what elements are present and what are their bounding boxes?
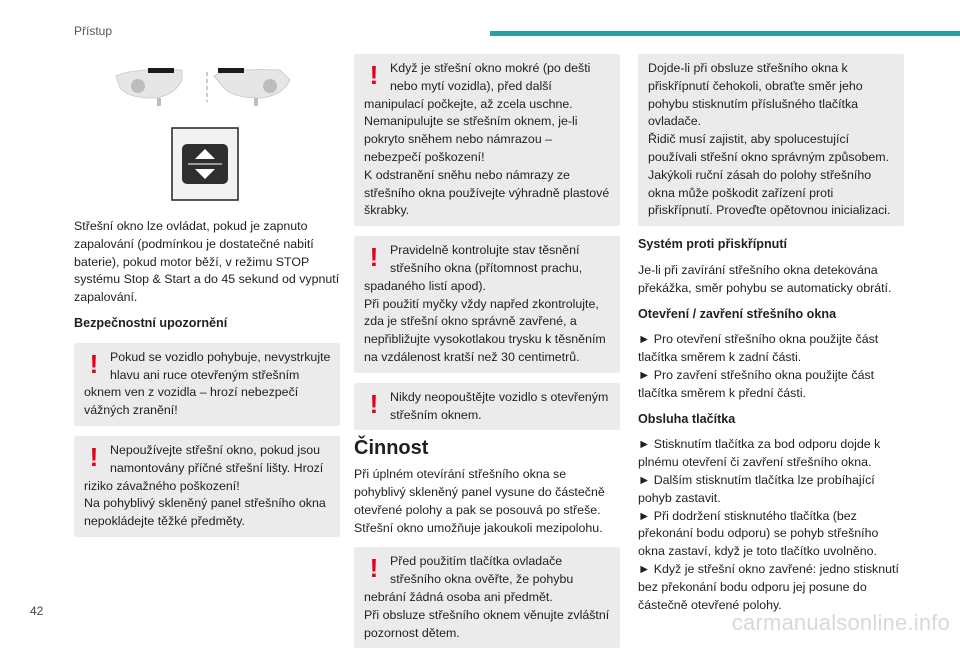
warning-text-1: Pokud se vozidlo pohybuje, nevystrkujte hlavu ani ruce otevřeným střešním oknem ven z vozidla – hrozí nebezpečí vážných zranění! [84,349,331,418]
warning-box-3 [354,54,620,226]
warning-box-5 [354,383,620,431]
operation-heading: Činnost [354,437,429,460]
button-heading: Obsluha tlačítka [638,411,736,426]
button-instruction-3: ► Při dodržení stisknutého tlačítka (bez překonání bodu odporu) se pohyb střešního okna zastaví, když je toto tlačítko uvolněno. [638,508,879,559]
warning-icon: ! [89,348,99,379]
warning-icon: ! [89,441,99,472]
sunroof-control-illustration [74,58,340,208]
warning-box-1 [74,343,340,426]
antipinch-heading: Systém proti přiskřípnutí [638,237,788,252]
watermark: carmanualsonline.info [731,610,950,635]
warning-box-4 [354,236,620,373]
warning-text-2: Nepoužívejte střešní okno, pokud jsou namontovány příčné střešní lišty. Hrozí riziko závažného poškození! Na pohyblivý skleněný panel střešního okna nepokládejte těžké předměty. [84,442,326,529]
warning-icon: ! [369,388,379,419]
openclose-heading: Otevření / zavření střešního okna [638,306,837,321]
button-instruction-1: ► Stisknutím tlačítka za bod odporu dojde k plnému otevření či zavření střešního okna. [638,437,881,470]
column-2 [354,54,620,658]
page-number: 42 [30,604,44,618]
info-text: Dojde-li při obsluze střešního okna k přiskřípnutí čehokoli, obraťte směr jeho pohybu stisknutím příslušného tlačítka ovladače. Řidič musí zajistit, aby spolucestující používali střešní okno správným způsobem. Jakýkoli ruční zásah do polohy střešního okna může poškodit zařízení proti přiskřípnutí. Proveďte opětovnou inicializaci. [648,61,891,218]
warning-icon: ! [369,60,379,90]
warning-text-5: Nikdy neopouštějte vozidlo s otevřeným střešním oknem. [390,389,609,422]
warning-text-4: Pravidelně kontrolujte stav těsnění střešního okna (přítomnost prachu, spadaného listí apod). Při použití myčky vždy napřed zkontrolujte, zda je střešní okno správně zavřené, a nepřibližujte vysokotlakou trysku k těsněním na vzdálenost kratší než 30 centimetrů. [364,243,606,364]
operation-text: Při úplném otevírání střešního okna se pohyblivý skleněný panel vysune do částečně otevřené polohy a pak se posouvá po střeše. Střešní okno umožňuje jakoukoli mezipolohu. [354,467,605,535]
warning-icon: ! [369,242,379,273]
info-box [638,54,904,226]
close-instruction: ► Pro zavření střešního okna použijte část tlačítka směrem k přední části. [638,367,875,400]
intro-text: Střešní okno lze ovládat, pokud je zapnuto zapalování (podmínkou je dostatečné nabití baterie), pokud motor běží, v režimu STOP systému Stop & Start a do 45 sekund od vypnutí zapalování. [74,219,340,305]
warning-box-6 [354,547,620,648]
antipinch-text: Je-li při zavírání střešního okna detekována překážka, směr pohybu se automaticky obrátí. [638,262,892,295]
warning-box-2 [74,436,340,537]
button-instruction-4: ► Když je střešní okno zavřené: jedno stisknutí bez překonání bodu odporu jej posune do částečně otevřené polohy. [638,561,899,612]
roof-console-icon [74,58,340,208]
warning-icon: ! [369,553,379,584]
warning-text-6: Před použitím tlačítka ovladače střešního okna ověřte, že pohybu nebrání žádná osoba ani předmět. Při obsluze střešního oknem věnujte zvláštní pozornost dětem. [364,554,610,640]
open-instruction: ► Pro otevření střešního okna použijte část tlačítka směrem k zadní části. [638,332,879,365]
safety-heading: Bezpečnostní upozornění [74,315,228,330]
column-1 [74,58,340,547]
warning-text-3: Když je střešní okno mokré (po dešti nebo mytí vozidla), před další manipulací počkejte, až zcela uschne. Nemanipulujte se střešním oknem, je-li pokryto sněhem nebo námrazou – nebezpečí poškození! K odstranění sněhu nebo námrazy ze střešního okna používejte výhradně plastové škrabky. [364,61,610,218]
page-section-title: Přístup [74,24,113,38]
column-3 [638,54,904,614]
button-instruction-2: ► Dalším stisknutím tlačítka lze probíhající pohyb zastavit. [638,472,875,505]
header-accent-bar [490,31,960,36]
